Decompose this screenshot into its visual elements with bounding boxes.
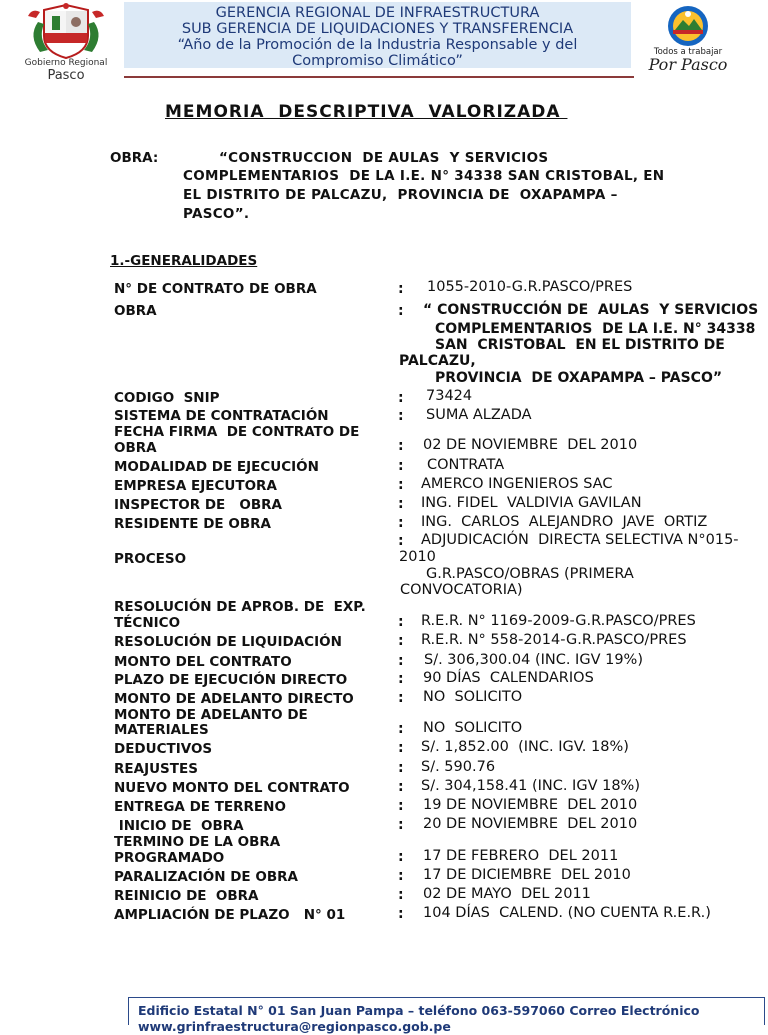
field-colon: : [398,817,404,833]
coat-of-arms-icon [14,2,118,60]
header-line-2: SUB GERENCIA DE LIQUIDACIONES Y TRANSFERENCIA [181,21,574,37]
obra-title-line: “CONSTRUCCION DE AULAS Y SERVICIOS [219,150,549,166]
field-colon: : [398,477,404,493]
field-value: ING. CARLOS ALEJANDRO JAVE ORTIZ [421,514,708,530]
field-value: NO SOLICITO [423,689,523,705]
field-label: RESOLUCIÓN DE LIQUIDACIÓN [114,634,342,650]
field-label: PARALIZACIÓN DE OBRA [114,869,298,885]
field-value: 104 DÍAS CALEND. (NO CUENTA R.E.R.) [423,905,711,921]
field-colon: : [398,868,404,884]
field-value: ING. FIDEL VALDIVIA GAVILAN [421,495,642,511]
region-emblem-icon [648,4,728,48]
field-colon: : [398,408,404,424]
field-colon: : [398,671,404,687]
field-colon: : [398,281,404,297]
footer-email-link[interactable]: www.grinfraestructura@regionpasco.gob.pe [138,1019,451,1034]
field-label: OBRA [114,440,157,456]
field-colon: : [398,798,404,814]
obra-title-line: COMPLEMENTARIOS DE LA I.E. N° 34338 SAN CRISTOBAL, EN [183,168,665,184]
field-label: CODIGO SNIP [114,390,220,406]
logo-left-caption: Gobierno Regional [24,58,108,68]
field-colon: : [398,740,404,756]
field-colon: : [398,887,404,903]
field-colon: : [398,690,404,706]
field-label: PROCESO [114,551,187,567]
institution-header [124,2,631,68]
document-title: MEMORIA DESCRIPTIVA VALORIZADA [165,102,568,122]
field-value: ADJUDICACIÓN DIRECTA SELECTIVA N°015- [421,532,739,548]
field-value: 20 DE NOVIEMBRE DEL 2010 [423,816,638,832]
field-value: 17 DE DICIEMBRE DEL 2010 [423,867,631,883]
field-label: FECHA FIRMA DE CONTRATO DE [114,424,360,440]
field-value: 17 DE FEBRERO DEL 2011 [423,848,619,864]
field-colon: : [398,721,404,737]
field-label: PROGRAMADO [114,850,225,866]
field-colon: : [398,760,404,776]
field-label: NUEVO MONTO DEL CONTRATO [114,780,350,796]
header-line-1: GERENCIA REGIONAL DE INFRAESTRUCTURA [215,5,540,21]
section-heading-generalidades: 1.-GENERALIDADES [110,253,258,269]
field-label: REAJUSTES [114,761,198,777]
region-pasco-logo [648,4,728,76]
field-value: “ CONSTRUCCIÓN DE AULAS Y SERVICIOS [423,302,759,318]
field-value: S/. 306,300.04 (INC. IGV 19%) [424,652,643,668]
field-colon: : [398,303,404,319]
field-value: SAN CRISTOBAL EN EL DISTRITO DE [435,337,725,353]
field-colon: : [398,458,404,474]
field-value: 73424 [426,388,473,404]
field-colon: : [398,653,404,669]
field-label: SISTEMA DE CONTRATACIÓN [114,408,329,424]
logo-left-caption-region: Pasco [47,68,85,83]
field-value: 2010 [399,549,436,565]
field-label: RESIDENTE DE OBRA [114,516,271,532]
footer-address: Edificio Estatal N° 01 San Juan Pampa – teléfono 063-597060 Correo Electrónico [138,1003,700,1018]
field-value: 02 DE NOVIEMBRE DEL 2010 [423,437,638,453]
field-colon: : [398,515,404,531]
header-line-3: “Año de la Promoción de la Industria Responsable y del [177,37,578,53]
header-divider [124,76,634,78]
field-value: 90 DÍAS CALENDARIOS [423,670,594,686]
field-value: S/. 304,158.41 (INC. IGV 18%) [421,778,640,794]
field-label: MONTO DE ADELANTO DIRECTO [114,691,354,707]
field-value: AMERCO INGENIEROS SAC [421,476,613,492]
field-colon: : [398,633,404,649]
field-colon: : [398,906,404,922]
obra-label: OBRA: [110,150,159,166]
field-value: COMPLEMENTARIOS DE LA I.E. N° 34338 [435,321,756,337]
field-label: TERMINO DE LA OBRA [114,834,281,850]
field-colon: : [398,779,404,795]
gobierno-regional-pasco-logo [14,2,118,92]
field-value: CONTRATA [427,457,505,473]
field-colon: : [398,390,404,406]
field-label: INSPECTOR DE OBRA [114,497,282,513]
field-value: 02 DE MAYO DEL 2011 [423,886,591,902]
field-colon: : [398,614,404,630]
field-value: CONVOCATORIA) [400,582,523,598]
field-value: R.E.R. N° 558-2014-G.R.PASCO/PRES [421,632,687,648]
field-label: MATERIALES [114,722,209,738]
field-label: DEDUCTIVOS [114,741,213,757]
field-label: EMPRESA EJECUTORA [114,478,277,494]
obra-title-line: EL DISTRITO DE PALCAZU, PROVINCIA DE OXAPAMPA – [183,187,618,203]
field-value: PROVINCIA DE OXAPAMPA – PASCO” [435,370,723,386]
field-value: 19 DE NOVIEMBRE DEL 2010 [423,797,638,813]
logo-right-tagline: Todos a trabajar [653,47,723,57]
field-value: G.R.PASCO/OBRAS (PRIMERA [426,566,634,582]
field-label: MONTO DEL CONTRATO [114,654,292,670]
field-colon: : [398,849,404,865]
footer-contact-box [128,997,765,1034]
field-label: INICIO DE OBRA [114,818,244,834]
field-value: SUMA ALZADA [426,407,532,423]
field-value: 1055-2010-G.R.PASCO/PRES [427,279,633,295]
field-label: TÉCNICO [114,615,181,631]
field-value: R.E.R. N° 1169-2009-G.R.PASCO/PRES [421,613,696,629]
field-label: PLAZO DE EJECUCIÓN DIRECTO [114,672,348,688]
field-label: N° DE CONTRATO DE OBRA [114,281,317,297]
header-line-4: Compromiso Climático” [292,53,463,69]
field-label: ENTREGA DE TERRENO [114,799,286,815]
field-label: RESOLUCIÓN DE APROB. DE EXP. [114,599,366,615]
field-value: S/. 1,852.00 (INC. IGV. 18%) [421,739,629,755]
field-label: REINICIO DE OBRA [114,888,259,904]
field-label: MODALIDAD DE EJECUCIÓN [114,459,319,475]
field-colon: : [398,496,404,512]
field-label: MONTO DE ADELANTO DE [114,707,308,723]
field-value: PALCAZU, [399,353,476,369]
field-value: S/. 590.76 [421,759,496,775]
field-colon: : [398,533,404,549]
obra-title-line: PASCO”. [183,206,250,222]
field-label: OBRA [114,303,157,319]
field-colon: : [398,438,404,454]
field-label: AMPLIACIÓN DE PLAZO N° 01 [114,907,346,923]
logo-right-slogan: Por Pasco [648,55,728,74]
field-value: NO SOLICITO [423,720,523,736]
